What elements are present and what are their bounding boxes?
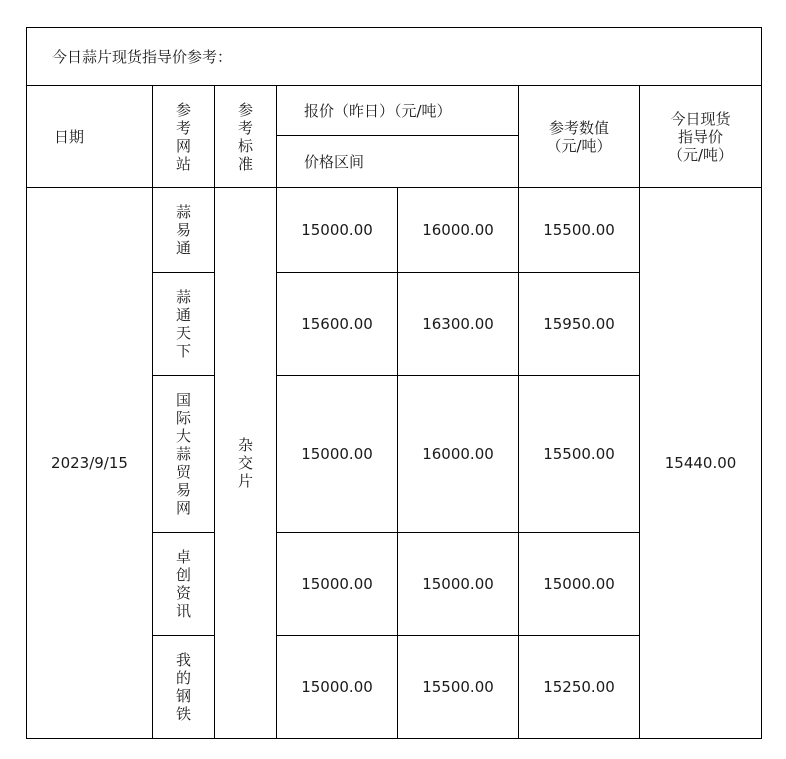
- header-standard: 参考标准: [215, 86, 277, 188]
- today-price-cell: 15440.00: [640, 188, 762, 739]
- high-price-cell: 16300.00: [398, 273, 519, 376]
- header-site: 参考网站: [153, 86, 215, 188]
- high-price-cell: 16000.00: [398, 376, 519, 533]
- price-table: [26, 27, 762, 739]
- low-price-cell: 15000.00: [277, 533, 398, 636]
- date-cell: 2023/9/15: [27, 188, 153, 739]
- high-price-cell: 16000.00: [398, 188, 519, 273]
- ref-value-cell: 15500.00: [519, 376, 640, 533]
- table-title: 今日蒜片现货指导价参考：: [27, 28, 762, 86]
- low-price-cell: 15000.00: [277, 376, 398, 533]
- low-price-cell: 15000.00: [277, 636, 398, 739]
- header-ref-value: 参考数值（元/吨）: [519, 86, 640, 188]
- high-price-cell: 15500.00: [398, 636, 519, 739]
- table-row: [27, 188, 762, 273]
- header-range: 价格区间: [277, 136, 519, 188]
- header-today-price: 今日现货指导价（元/吨）: [640, 86, 762, 188]
- site-cell: 蒜通天下: [153, 273, 215, 376]
- site-cell: 卓创资讯: [153, 533, 215, 636]
- site-cell: 蒜易通: [153, 188, 215, 273]
- site-cell: 国际大蒜贸易网: [153, 376, 215, 533]
- low-price-cell: 15600.00: [277, 273, 398, 376]
- high-price-cell: 15000.00: [398, 533, 519, 636]
- ref-value-cell: 15950.00: [519, 273, 640, 376]
- standard-cell: 杂交片: [215, 188, 277, 739]
- ref-value-cell: 15000.00: [519, 533, 640, 636]
- ref-value-cell: 15500.00: [519, 188, 640, 273]
- ref-value-cell: 15250.00: [519, 636, 640, 739]
- header-date: 日期: [27, 86, 153, 188]
- low-price-cell: 15000.00: [277, 188, 398, 273]
- header-quote: 报价（昨日）（元/吨）: [277, 86, 519, 136]
- site-cell: 我的钢铁: [153, 636, 215, 739]
